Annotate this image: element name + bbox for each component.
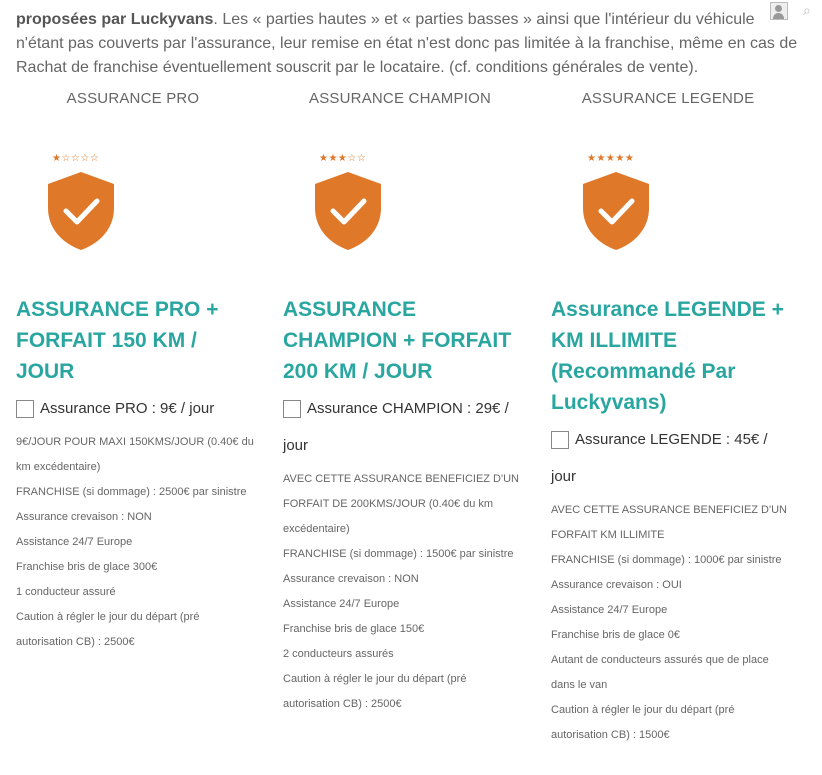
- detail-item: Assurance crevaison : OUI: [551, 579, 682, 591]
- rating-stars-icon: ★★★★★: [587, 153, 635, 164]
- detail-item: AVEC CETTE ASSURANCE BENEFICIEZ D'UN FORFAIT DE 200KMS/JOUR (0.40€ du km excédentaire): [283, 473, 519, 535]
- user-avatar-icon[interactable]: [770, 2, 788, 20]
- plan-option-label: Assurance LEGENDE : 45€ / jour: [551, 431, 768, 485]
- rating-stars-icon: ★☆☆☆☆: [52, 153, 100, 164]
- plan-option[interactable]: [551, 421, 791, 495]
- detail-item: AVEC CETTE ASSURANCE BENEFICIEZ D'UN FORFAIT KM ILLIMITE: [551, 504, 787, 541]
- plan-option[interactable]: [283, 390, 523, 464]
- plan-checkbox[interactable]: [551, 431, 569, 449]
- plan-checkbox[interactable]: [283, 400, 301, 418]
- detail-item: Assistance 24/7 Europe: [551, 604, 668, 616]
- detail-item: Autant de conducteurs assurés que de place dans le van: [551, 654, 769, 691]
- plan-heading: ASSURANCE PRO + FORFAIT 150 KM / JOUR: [16, 298, 219, 383]
- plan-option-label: Assurance PRO : 9€ / jour: [40, 400, 215, 417]
- detail-item: Caution à régler le jour du départ (pré autorisation CB) : 2500€: [283, 673, 467, 710]
- plan-title: ASSURANCE PRO: [66, 90, 200, 107]
- detail-item: FRANCHISE (si dommage) : 1000€ par sinistre: [551, 554, 782, 566]
- plan-heading: Assurance LEGENDE + KM ILLIMITE (Recommandé Par Luckyvans): [551, 298, 784, 414]
- detail-item: 1 conducteur assuré: [16, 586, 116, 598]
- plan-title: ASSURANCE CHAMPION: [309, 90, 491, 107]
- search-icon[interactable]: ⌕: [803, 2, 811, 18]
- detail-item: FRANCHISE (si dommage) : 1500€ par sinistre: [283, 548, 514, 560]
- detail-item: Assurance crevaison : NON: [16, 511, 152, 523]
- intro-text: . Les « parties hautes » et « parties basses » ainsi que l'intérieur du véhicule n'étant pas couverts par l'assurance, leur remise en état n'est donc pas limitée à la franchise, même en cas de Rachat de franchise éventuellement souscrit par le locataire. (cf. conditions générales de vente).: [16, 11, 798, 76]
- intro-paragraph: [16, 8, 806, 80]
- detail-item: Assurance crevaison : NON: [283, 573, 419, 585]
- detail-item: 9€/JOUR POUR MAXI 150KMS/JOUR (0.40€ du km excédentaire): [16, 436, 254, 473]
- detail-item: Assistance 24/7 Europe: [16, 536, 133, 548]
- shield-check-icon: [46, 170, 116, 252]
- plan-details: [16, 430, 256, 655]
- plan-option[interactable]: [16, 390, 256, 427]
- detail-item: FRANCHISE (si dommage) : 2500€ par sinistre: [16, 486, 247, 498]
- plan-checkbox[interactable]: [16, 400, 34, 418]
- detail-item: Franchise bris de glace 150€: [283, 623, 425, 635]
- detail-item: Caution à régler le jour du départ (pré autorisation CB) : 1500€: [551, 704, 735, 741]
- detail-item: Caution à régler le jour du départ (pré autorisation CB) : 2500€: [16, 611, 200, 648]
- rating-stars-icon: ★★★☆☆: [319, 153, 367, 164]
- plan-details: [551, 498, 791, 748]
- shield-check-icon: [581, 170, 651, 252]
- plan-option-label: Assurance CHAMPION : 29€ / jour: [283, 400, 509, 454]
- intro-bold: proposées par Luckyvans: [16, 11, 214, 28]
- detail-item: 2 conducteurs assurés: [283, 648, 394, 660]
- shield-check-icon: [313, 170, 383, 252]
- detail-item: Franchise bris de glace 0€: [551, 629, 681, 641]
- detail-item: Franchise bris de glace 300€: [16, 561, 158, 573]
- plan-heading: ASSURANCE CHAMPION + FORFAIT 200 KM / JOUR: [283, 298, 512, 383]
- plan-title: ASSURANCE LEGENDE: [581, 90, 755, 107]
- plan-details: [283, 467, 523, 717]
- detail-item: Assistance 24/7 Europe: [283, 598, 400, 610]
